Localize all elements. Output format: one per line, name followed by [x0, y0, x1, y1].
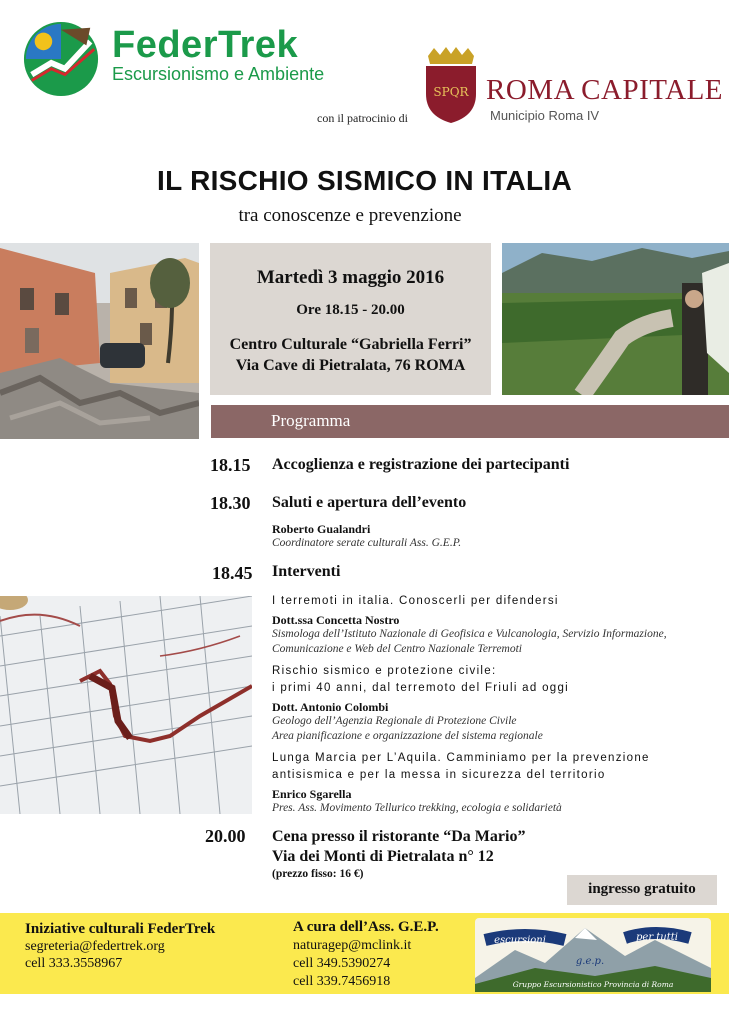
- gep-right-text: per tutti: [636, 932, 678, 943]
- speaker-name: Roberto Gualandri: [272, 522, 371, 536]
- ingresso-badge: [567, 875, 717, 905]
- talk-title: Rischio sismico e protezione civile:: [272, 665, 497, 677]
- speaker-name: Enrico Sgarella: [272, 787, 352, 801]
- event-date: Martedì 3 maggio 2016: [256, 267, 445, 288]
- talk-title: I terremoti in italia. Conoscerli per difendersi: [272, 595, 559, 607]
- program-time-3: 18.45: [212, 563, 253, 583]
- patrocinio-text: con il patrocinio di: [317, 111, 408, 125]
- federtrek-subtitle: Escursionismo e Ambiente: [112, 64, 325, 84]
- programma-label: Programma: [271, 411, 351, 430]
- gep-mid-text: g.e.p.: [575, 956, 605, 967]
- program-time-1: 18.15: [210, 455, 251, 475]
- trekking-landscape-photo: [502, 243, 729, 395]
- programma-header: [211, 405, 729, 438]
- talk-title: antisismica e per la messa in sicurezza del territorio: [272, 769, 606, 781]
- event-info-box: [210, 243, 491, 395]
- gep-left-text: escursioni: [494, 935, 546, 946]
- footer-col2-email: naturagep@mclink.it: [293, 938, 412, 953]
- page-title: IL RISCHIO SISMICO IN ITALIA: [157, 165, 572, 196]
- page-subtitle: tra conoscenze e prevenzione: [238, 205, 462, 226]
- footer-col2-title: A cura dell’Ass. G.E.P.: [293, 919, 439, 935]
- event-time: Ore 18.15 - 20.00: [296, 302, 405, 318]
- dinner-address: Via dei Monti di Pietralata n° 12: [272, 848, 494, 865]
- program-item-1: Accoglienza e registrazione dei partecipanti: [272, 456, 570, 473]
- footer-col2-phone2: cell 339.7456918: [293, 974, 391, 989]
- speaker-role: Comunicazione e Web del Centro Nazionale Terremoti: [272, 643, 523, 655]
- footer-col2-phone1: cell 349.5390274: [293, 956, 391, 971]
- program-item-3: Interventi: [272, 563, 341, 580]
- gep-logo-icon: [475, 918, 711, 992]
- dinner-price: (prezzo fisso: 16 €): [272, 868, 364, 880]
- speaker-role: Geologo dell’Agenzia Regionale di Protezione Civile: [272, 715, 517, 727]
- speaker-name: Dott.ssa Concetta Nostro: [272, 613, 400, 627]
- speaker-name: Dott. Antonio Colombi: [272, 700, 389, 714]
- talk-title: Lunga Marcia per L’Aquila. Camminiamo per la prevenzione: [272, 752, 650, 764]
- talk-title: i primi 40 anni, dal terremoto del Friuli ad oggi: [272, 682, 570, 694]
- roma-capitale-name: ROMA CAPITALE: [486, 74, 723, 106]
- event-address: Via Cave di Pietralata, 76 ROMA: [235, 357, 466, 374]
- program-item-2: Saluti e apertura dell’evento: [272, 494, 467, 511]
- speaker-role: Area pianificazione e organizzazione del sistema regionale: [272, 730, 543, 742]
- footer-col1-email: segreteria@federtrek.org: [25, 939, 165, 954]
- program-item-4: Cena presso il ristorante “Da Mario”: [272, 828, 526, 845]
- program-time-2: 18.30: [210, 493, 251, 513]
- federtrek-logo-icon: [22, 20, 100, 98]
- program-time-4: 20.00: [205, 826, 246, 846]
- seismograph-photo: [0, 596, 252, 814]
- event-place: Centro Culturale “Gabriella Ferri”: [229, 336, 472, 353]
- crest-text: SPQR: [433, 85, 469, 99]
- federtrek-name: FederTrek: [112, 24, 299, 66]
- speaker-role: Sismologa dell’Istituto Nazionale di Geofisica e Vulcanologia, Servizio Informazione,: [272, 628, 667, 640]
- earthquake-ruins-photo: [0, 243, 199, 439]
- speaker-role: Pres. Ass. Movimento Tellurico trekking, ecologia e solidarietà: [272, 802, 562, 814]
- gep-caption: Gruppo Escursionistico Provincia di Roma: [512, 980, 674, 989]
- footer-col1-title: Iniziative culturali FederTrek: [25, 921, 216, 937]
- ingresso-label: ingresso gratuito: [588, 881, 696, 897]
- roma-municipio: Municipio Roma IV: [490, 108, 600, 123]
- footer-col1-phone: cell 333.3558967: [25, 956, 123, 971]
- roma-crest-icon: [420, 46, 482, 124]
- speaker-role: Coordinatore serate culturali Ass. G.E.P.: [272, 537, 462, 549]
